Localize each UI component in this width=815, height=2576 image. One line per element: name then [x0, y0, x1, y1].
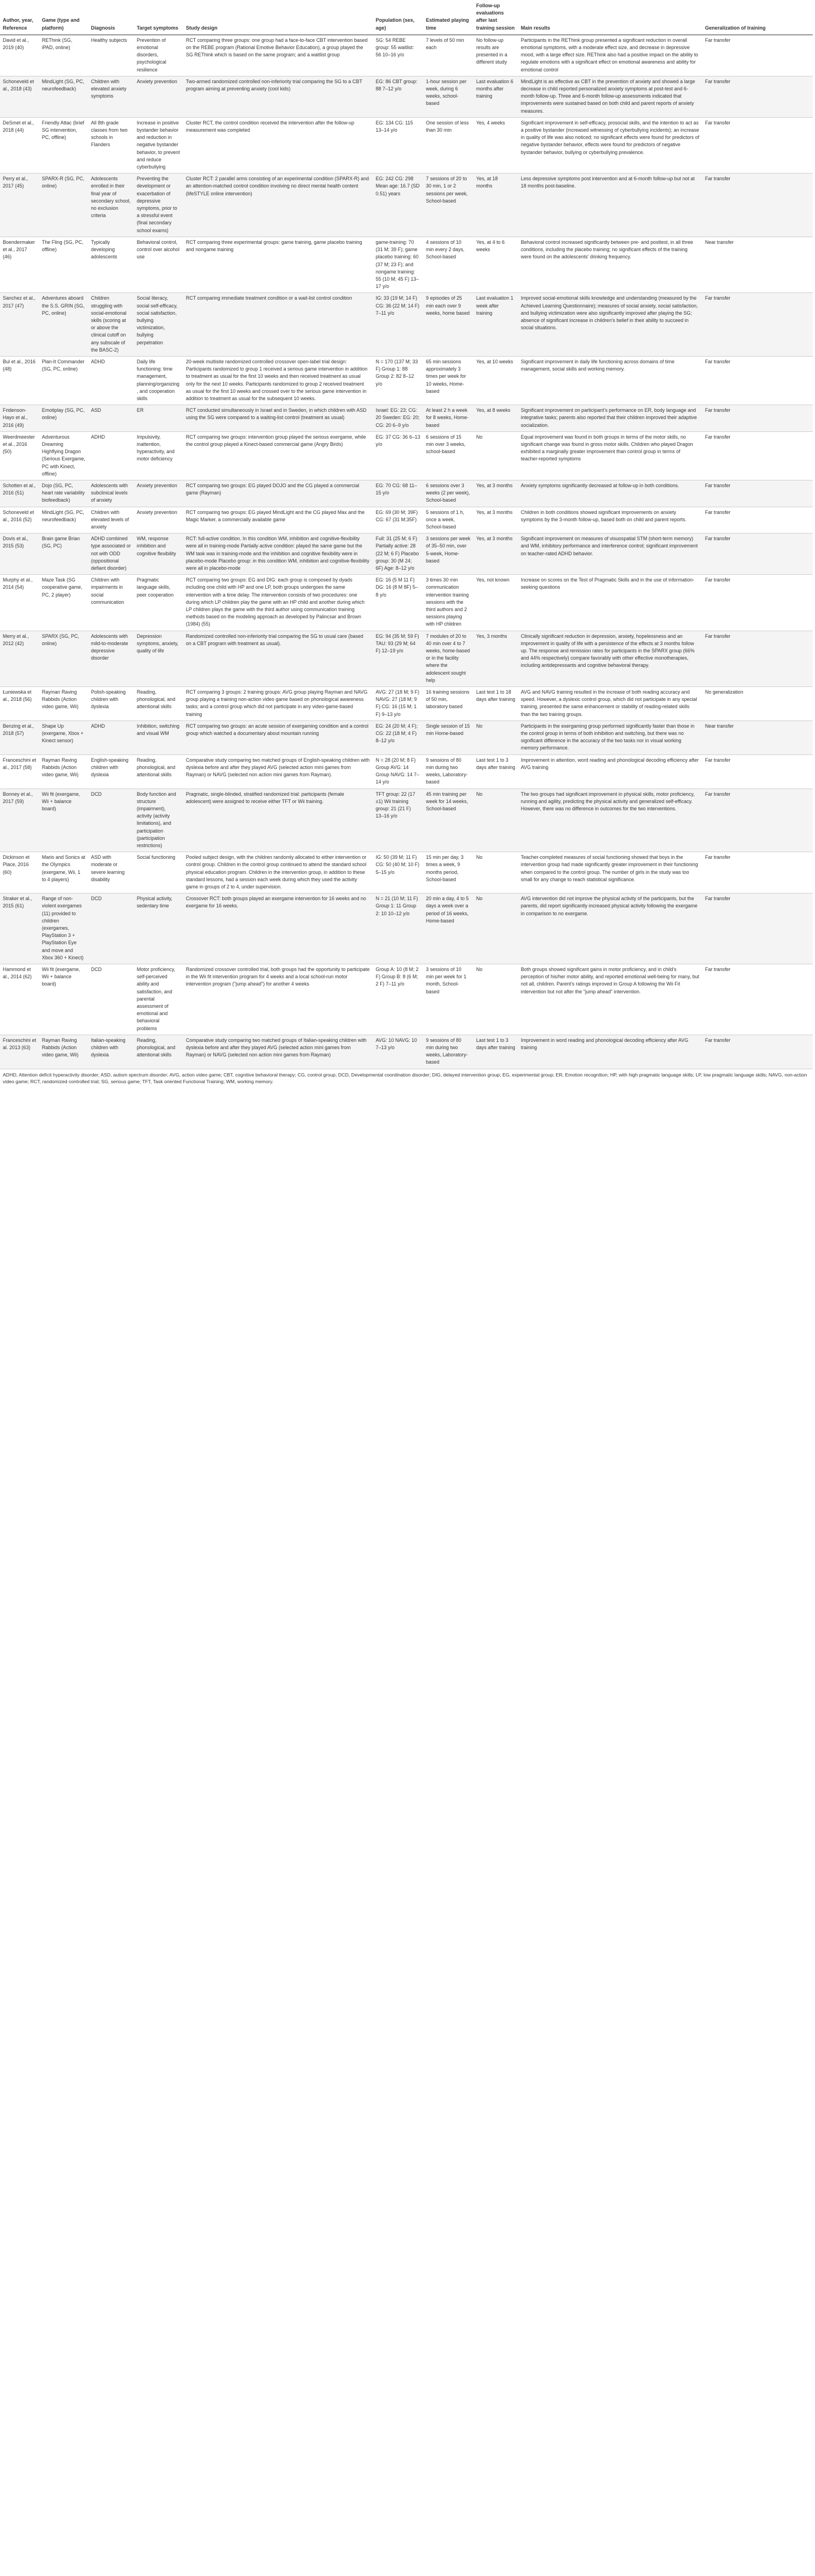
generalization-cell: Far transfer	[702, 1035, 813, 1069]
study-design-cell: 20-week multisite randomized controlled crossover open-label trial design: Participants randomized to group 1 received a serious game intervention in addition to treatment as usual for the first 10 weeks and then received treatment as usual only for the next 10 weeks. Participants randomized to group 2 received treatment as usual for the first 10 weeks and crossed over to the serious game intervention in addition to treatment as usual for the subsequent 10 weeks.	[183, 356, 373, 405]
main-results-cell: Behavioral control increased significantly between pre- and posttest, in all three conditions, including the placebo training; no significant effects of the training were found on the adolescents' drinking frequency.	[518, 237, 702, 292]
generalization-cell: Far transfer	[702, 76, 813, 117]
diagnosis-cell: Healthy subjects	[88, 35, 134, 76]
population-cell: EG: 24 (20 M; 4 F); CG: 22 (18 M; 4 F) 8–12 y/o	[373, 720, 423, 754]
followup-cell: No	[473, 893, 518, 964]
diagnosis-cell: Italian-speaking children with dyslexia	[88, 1035, 134, 1069]
author-cell: Boendermaker et al., 2017 (46)	[0, 237, 39, 292]
column-header: Study design	[183, 0, 373, 35]
diagnosis-cell: ADHD	[88, 720, 134, 754]
followup-cell: Yes, at 18 months	[473, 174, 518, 237]
population-cell: Full: 31 (25 M; 6 F) Partially active: 28 (22 M; 6 F) Placebo group: 30 (M 24; 6F) Age: 8–12 y/o	[373, 534, 423, 575]
table-row	[0, 754, 813, 789]
population-cell: AVG: 10 NAVG: 10 7–13 y/o	[373, 1035, 423, 1069]
population-cell: EG: 94 (35 M; 59 F) TAU: 93 (29 M; 64 F) 12–19 y/o	[373, 631, 423, 686]
main-results-cell: Anxiety symptoms significantly decreased at follow-up in both conditions.	[518, 480, 702, 507]
main-results-cell: Improvement in word reading and phonological decoding efficiency after AVG training	[518, 1035, 702, 1069]
followup-cell: No follow-up results are presented in a different study	[473, 35, 518, 76]
author-cell: Fridenson-Hayo et al., 2016 (49)	[0, 405, 39, 432]
game-cell: SPARX-R (SG, PC, online)	[39, 174, 88, 237]
table-row	[0, 720, 813, 754]
population-cell: N = 28 (20 M; 8 F) Group AVG: 14 Group NAVG: 14 7–14 y/o	[373, 754, 423, 789]
generalization-cell: Far transfer	[702, 405, 813, 432]
study-design-cell: RCT comparing two groups: EG and DIG: each group is composed by dyads including one child with HP and one LP, both groups undergoes the same intervention with a time delay. The intervention consists of two procedures: one during which LP children play the game with an HP child and another during which LP children plays the game with the third author using communication training methods based on the modeling approach as developed by Palincsar and Brown (1984) (55)	[183, 575, 373, 631]
population-cell: EG: 37 CG: 36 6–13 y/o	[373, 431, 423, 480]
table-row	[0, 431, 813, 480]
column-header: Target symptoms	[134, 0, 183, 35]
author-cell: Franceschini et al. 2013 (63)	[0, 1035, 39, 1069]
playing-time-cell: 20 min a day, 4 to 5 days a week over a period of 16 weeks, Home-based	[423, 893, 473, 964]
diagnosis-cell: Children struggling with social-emotional skills (scoring at or above the clinical cutoff on any subscale of the BASC-2)	[88, 293, 134, 357]
target-symptoms-cell: Reading, phonological, and attentional skills	[134, 754, 183, 789]
column-header: Estimated playing time	[423, 0, 473, 35]
diagnosis-cell: Typically developing adolescents	[88, 237, 134, 292]
game-cell: Rayman Raving Rabbids (Action video game, Wii)	[39, 754, 88, 789]
study-design-cell: Pragmatic, single-blinded, stratified randomized trial: participants (female adolescent) were assigned to receive either TFT or Wii training.	[183, 789, 373, 852]
population-cell: IG: 50 (39 M; 11 F) CG: 50 (40 M; 10 F) 5–15 y/o	[373, 852, 423, 893]
study-design-cell: RCT conducted simultaneously in Israel and in Sweden, in which children with ASD using the SG were compared to a waiting-list control (treatment as usual)	[183, 405, 373, 432]
table-row	[0, 507, 813, 534]
table-row	[0, 1035, 813, 1069]
population-cell: game-training: 70 (31 M; 39 F); game placebo training: 60 (37 M; 23 F); and nongame training: 55 (10 M; 45 F) 13–17 y/o	[373, 237, 423, 292]
generalization-cell: Far transfer	[702, 893, 813, 964]
population-cell: N = 21 (10 M; 11 F) Group 1: 11 Group 2: 10 10–12 y/o	[373, 893, 423, 964]
game-cell: The Fling (SG, PC, offline)	[39, 237, 88, 292]
main-results-cell: Participants in the exergaming group performed significantly faster than those in the control group in terms of both inhibition and switching, but there was no significant difference in the accuracy of the two tasks nor in visual working memory performance.	[518, 720, 702, 754]
playing-time-cell: 9 sessions of 80 min during two weeks, Laboratory-based	[423, 1035, 473, 1069]
followup-cell: Last test 1 to 3 days after training	[473, 1035, 518, 1069]
playing-time-cell: 65 min sessions approximately 3 times per week for 10 weeks, Home-based	[423, 356, 473, 405]
main-results-cell: Improved social-emotional skills knowledge and understanding (measured by the Achieved Learning Questionnaire); measures of social anxiety, social satisfaction, and bullying victimization were also significantly improved after playing the SG; absence of significant increase in children's belief in their ability to succeed in social situations.	[518, 293, 702, 357]
target-symptoms-cell: Pragmatic language skills, peer cooperation	[134, 575, 183, 631]
study-design-cell: Randomized controlled non-inferiority trial comparing the SG to usual care (based on a CBT program with treatment as usual).	[183, 631, 373, 686]
diagnosis-cell: ADHD combined type associated or not with ODD (oppositional defiant disorder)	[88, 534, 134, 575]
table-row	[0, 117, 813, 173]
population-cell: EG: 69 (30 M; 39F) CG: 67 (31 M;35F)	[373, 507, 423, 534]
study-design-cell: RCT comparing two groups: EG played MindLight and the CG played Max and the Magic Marker, a commercially available game	[183, 507, 373, 534]
main-results-cell: Less depressive symptoms post intervention and at 6-month follow-up but not at 18 months post-baseline.	[518, 174, 702, 237]
diagnosis-cell: Adolescents enrolled in their final year of secondary school, no exclusion criteria	[88, 174, 134, 237]
target-symptoms-cell: Body function and structure (impairment), activity (activity limitations), and participation (participation restrictions)	[134, 789, 183, 852]
followup-cell: Yes, at 8 weeks	[473, 405, 518, 432]
diagnosis-cell: Adolescents with subclinical levels of anxiety	[88, 480, 134, 507]
table-row	[0, 893, 813, 964]
generalization-cell: Far transfer	[702, 293, 813, 357]
main-results-cell: Significant improvement in daily life functioning across domains of time management, social skills and working memory.	[518, 356, 702, 405]
target-symptoms-cell: Anxiety prevention	[134, 507, 183, 534]
main-results-cell: Participants in the REThink group presented a significant reduction in overall emotional symptoms, with a moderate effect size, and decrease in depressive mood, with a large effect size. REThink also had a positive impact on the ability to regulate emotions with a significant effect on emotional awareness and ability for emotional control	[518, 35, 702, 76]
followup-cell: Yes, 4 weeks	[473, 117, 518, 173]
diagnosis-cell: Children with impairments in social communication	[88, 575, 134, 631]
main-results-cell: AVG intervention did not improve the physical activity of the participants, but the parents, did report significantly increased physical activity following the exergame in comparison to no exergame.	[518, 893, 702, 964]
column-header: Game (type and platform)	[39, 0, 88, 35]
followup-cell: Last test 1 to 3 days after training	[473, 754, 518, 789]
target-symptoms-cell: Reading, phonological, and attentional skills	[134, 1035, 183, 1069]
diagnosis-cell: English-speaking children with dyslexia	[88, 754, 134, 789]
diagnosis-cell: Children with elevated anxiety symptoms	[88, 76, 134, 117]
followup-cell: No	[473, 431, 518, 480]
main-results-cell: Improvement in attention, word reading and phonological decoding efficiency after AVG training	[518, 754, 702, 789]
generalization-cell: Far transfer	[702, 356, 813, 405]
game-cell: Range of non-violent exergames (11) provided to children (exergames, PlayStation 3 + PlayStation Eye and move and Xbox 360 + Kinect)	[39, 893, 88, 964]
game-cell: Shape Up (exergame, Xbox + Kinect sensor)	[39, 720, 88, 754]
followup-cell: Yes, not known	[473, 575, 518, 631]
generalization-cell: Near transfer	[702, 720, 813, 754]
column-header: Main results	[518, 0, 702, 35]
playing-time-cell: 4 sessions of 10 min every 2 days, School-based	[423, 237, 473, 292]
game-cell: Adventures aboard the S.S. GRIN (SG, PC, online)	[39, 293, 88, 357]
game-cell: Wii fit (exergame, Wii + balance board)	[39, 789, 88, 852]
diagnosis-cell: DCD	[88, 964, 134, 1035]
game-cell: REThink (SG, iPAD, online)	[39, 35, 88, 76]
diagnosis-cell: All 8th grade classes from two schools in Flanders	[88, 117, 134, 173]
game-cell: Emotiplay (SG, PC, online)	[39, 405, 88, 432]
main-results-cell: Significant improvement on measures of visuospatial STM (short-term memory) and WM, inhibitory performance and interference control; significant improvement on teacher-rated ADHD behavior.	[518, 534, 702, 575]
diagnosis-cell: Polish-speaking children with dyslexia	[88, 687, 134, 721]
table-row	[0, 293, 813, 357]
playing-time-cell: Single session of 15 min Home-based	[423, 720, 473, 754]
study-design-cell: RCT comparing two groups: an acute session of exergaming condition and a control group which watched a documentary about mountain running	[183, 720, 373, 754]
author-cell: Sanchez et al., 2017 (47)	[0, 293, 39, 357]
author-cell: Schoneveld et al., 2016 (52)	[0, 507, 39, 534]
target-symptoms-cell: Physical activity, sedentary time	[134, 893, 183, 964]
generalization-cell: Far transfer	[702, 964, 813, 1035]
diagnosis-cell: ADHD	[88, 356, 134, 405]
author-cell: Bonney et al., 2017 (59)	[0, 789, 39, 852]
author-cell: Schoneveld et al., 2018 (43)	[0, 76, 39, 117]
followup-cell: No	[473, 789, 518, 852]
study-design-cell: Cluster RCT, the control condition received the intervention after the follow-up measurement was completed	[183, 117, 373, 173]
diagnosis-cell: ADHD	[88, 431, 134, 480]
table-row	[0, 237, 813, 292]
diagnosis-cell: DCD	[88, 893, 134, 964]
table-body	[0, 35, 813, 1069]
game-cell: Mario and Sonics at the Olympics (exergame, Wii, 1 to 4 players)	[39, 852, 88, 893]
target-symptoms-cell: Preventing the development or exacerbation of depressive symptoms, prior to a stressful event (final secondary school exams)	[134, 174, 183, 237]
game-cell: Plan-It Commander (SG, PC, online)	[39, 356, 88, 405]
population-cell: EG: 70 CG: 68 11–15 y/o	[373, 480, 423, 507]
generalization-cell: Far transfer	[702, 507, 813, 534]
study-design-cell: RCT comparing three experimental groups: game training, game placebo training and nongame training	[183, 237, 373, 292]
followup-cell: Last evaluation 6 months after training	[473, 76, 518, 117]
author-cell: Benzing et al., 2018 (57)	[0, 720, 39, 754]
followup-cell: Last test 1 to 18 days after training	[473, 687, 518, 721]
column-header: Author, year, Reference	[0, 0, 39, 35]
study-design-cell: Comparative study comparing two matched groups of English-speaking children with dyslexia before and after they played AVG (selected action mini games from Rayman) or NAVG (selected non action mini games from Rayman).	[183, 754, 373, 789]
target-symptoms-cell: ER	[134, 405, 183, 432]
generalization-cell: Far transfer	[702, 631, 813, 686]
main-results-cell: Equal improvement was found in both groups in terms of the motor skills, no significant change was found in gross motor skills. Children who played Dragon exhibited a marginally greater improvement than control group in terms of teacher-reported symptoms	[518, 431, 702, 480]
playing-time-cell: 5 sessions of 1 h, once a week, School-based	[423, 507, 473, 534]
population-cell: IG: 33 (19 M; 14 F) CG: 36 (22 M; 14 F) 7–11 y/o	[373, 293, 423, 357]
followup-cell: Yes, at 3 months	[473, 480, 518, 507]
main-results-cell: The two groups had significant improvement in physical skills, motor proficiency, running and agility, predicting the physical activity and generalized self-efficacy. However, there was no difference in outcomes for the two interventions.	[518, 789, 702, 852]
population-cell: EG: 242 CG: 298 Mean age: 16.7 (SD 0.51) years	[373, 174, 423, 237]
population-cell: N = 170 (137 M; 33 F) Group 1: 88 Group 2: 82 8–12 y/o	[373, 356, 423, 405]
generalization-cell: Far transfer	[702, 174, 813, 237]
author-cell: Schotten et al., 2016 (51)	[0, 480, 39, 507]
population-cell: Israel: EG: 23; CG: 20 Sweden: EG: 20; CG: 20 6–9 y/o	[373, 405, 423, 432]
study-design-cell: RCT comparing two groups: intervention group played the serious exergame, while the control group played a Kinect-based commercial game (Angry Birds)	[183, 431, 373, 480]
target-symptoms-cell: Anxiety prevention	[134, 76, 183, 117]
playing-time-cell: 16 training sessions of 50 min, laboratory based	[423, 687, 473, 721]
study-design-cell: Randomized crossover controlled trial, both groups had the opportunity to participate in the Wii fit intervention program for 4 weeks and a local school-run motor intervention program ("jump ahead") for another 4 weeks	[183, 964, 373, 1035]
population-cell: TFT group: 22 (17 ±1) Wii training group: 21 (21 F) 13–16 y/o	[373, 789, 423, 852]
author-cell: Weerdmeester et al., 2016 (50)	[0, 431, 39, 480]
game-cell: Friendly Attac (brief SG intervention, PC, offline)	[39, 117, 88, 173]
generalization-cell: Far transfer	[702, 431, 813, 480]
target-symptoms-cell: Depression symptoms, anxiety, quality of life	[134, 631, 183, 686]
playing-time-cell: 15 min per day, 3 times a week, 9 months period, School-based	[423, 852, 473, 893]
target-symptoms-cell: Daily life functioning: time management, planning/organizing, and cooperation skills	[134, 356, 183, 405]
study-design-cell: RCT comparing immediate treatment condition or a wait-list control condition	[183, 293, 373, 357]
target-symptoms-cell: Prevention of emotional disorders, psychological resilience	[134, 35, 183, 76]
followup-cell: Yes, at 4 to 6 weeks	[473, 237, 518, 292]
table-row	[0, 480, 813, 507]
column-header: Diagnosis	[88, 0, 134, 35]
playing-time-cell: 7 sessions of 20 to 30 min, 1 or 2 sessions per week, School-based	[423, 174, 473, 237]
playing-time-cell: 3 times 30 min communication intervention training sessions with the third authors and 2 sessions playing with HP children	[423, 575, 473, 631]
table-row	[0, 76, 813, 117]
target-symptoms-cell: Reading, phonological, and attentional skills	[134, 687, 183, 721]
playing-time-cell: 9 sessions of 80 min during two weeks, Laboratory-based	[423, 754, 473, 789]
main-results-cell: MindLight is as effective as CBT in the prevention of anxiety and showed a large decrease in child reported personalized anxiety symptoms at post-test and 6-month follow-up. Three and 6-month follow-up assessments indicated that improvements were sustained based on both child and parent reports of anxiety measures.	[518, 76, 702, 117]
game-cell: Wii fit (exergame, Wii + balance board)	[39, 964, 88, 1035]
game-cell: MindLight (SG, PC, neurofeedback)	[39, 76, 88, 117]
main-results-cell: AVG and NAVG training resulted in the increase of both reading accuracy and speed. However, a dyslexic control group, which did not participate in any special training, presented the same enhancement or stability of reading-related skills than the two training groups.	[518, 687, 702, 721]
author-cell: Merry et al., 2012 (42)	[0, 631, 39, 686]
column-header: Population (sex, age)	[373, 0, 423, 35]
game-cell: MindLight (SG, PC, neurofeedback)	[39, 507, 88, 534]
table-row	[0, 534, 813, 575]
playing-time-cell: 45 min training per week for 14 weeks, School-based	[423, 789, 473, 852]
table-row	[0, 174, 813, 237]
target-symptoms-cell: Social literacy, social self-efficacy, social satisfaction, bullying victimization, bullying perpetration	[134, 293, 183, 357]
author-cell: Hammond et al., 2014 (62)	[0, 964, 39, 1035]
diagnosis-cell: Adolescents with mild-to-moderate depressive disorder	[88, 631, 134, 686]
study-design-cell: Cluster RCT: 2 parallel arms consisting of an experimental condition (SPARX-R) and an attention-matched control condition involving no direct mental health content (lifeSTYLE online intervention)	[183, 174, 373, 237]
playing-time-cell: 3 sessions per week of 35–50 min, over 5-week, Home-based	[423, 534, 473, 575]
table-row	[0, 405, 813, 432]
table-footnote: ADHD, Attention deficit hyperactivity disorder; ASD, autism spectrum disorder; AVG, action video game; CBT, cognitive behavioral therapy; CG, control group; DCD, Developmental coordination disorder; DIG, delayed intervention group; EG, experimental group; ER, Emotion recognition; HP, with high pragmatic language skills; LP, low pragmatic language skills; NAVG, non-action video game; RCT, randomized controlled trial; SG, serious game; TFT, Task oriented Functional Training; WM, working memory.	[3, 1071, 807, 1085]
author-cell: Perry et al., 2017 (45)	[0, 174, 39, 237]
playing-time-cell: 3 sessions of 10 min per week for 1 month, School-based	[423, 964, 473, 1035]
target-symptoms-cell: Impulsivity, inattention, hyperactivity, and motor deficiency	[134, 431, 183, 480]
followup-cell: No	[473, 852, 518, 893]
target-symptoms-cell: Behavioral control, control over alcohol use	[134, 237, 183, 292]
game-cell: Rayman Raving Rabbids (Action video game, Wii)	[39, 1035, 88, 1069]
author-cell: DeSmet et al., 2018 (44)	[0, 117, 39, 173]
table-row	[0, 575, 813, 631]
target-symptoms-cell: Inhibition, switching and visual WM	[134, 720, 183, 754]
game-cell: Dojo (SG, PC, heart rate variability biofeedback)	[39, 480, 88, 507]
generalization-cell: Far transfer	[702, 35, 813, 76]
main-results-cell: Significant improvement in self-efficacy, prosocial skills, and the intention to act as a positive bystander (increased witnessing of cyberbullying incidents); an increase in quality of life was also noticed; no significant effects were found for predictors of negative bystander behavior, effects were found for predictors of negative bystander behavior, bullying or cyberbullying prevalence.	[518, 117, 702, 173]
followup-cell: No	[473, 964, 518, 1035]
main-results-cell: Significant improvement on participant's performance on ER, body language and integrative tasks; parents also reported that their children improved their adaptive socialization.	[518, 405, 702, 432]
diagnosis-cell: ASD with moderate or severe learning disability	[88, 852, 134, 893]
table-header-row	[0, 0, 813, 35]
playing-time-cell: 7 levels of 50 min each	[423, 35, 473, 76]
followup-cell: Yes, at 3 months	[473, 534, 518, 575]
population-cell: Group A: 10 (8 M; 2 F) Group B: 8 (6 M; 2 F) 7–11 y/o	[373, 964, 423, 1035]
game-cell: Brain game Brian (SG, PC)	[39, 534, 88, 575]
study-design-cell: Pooled subject design, with the children randomly allocated to either intervention or control group. Children in the control group continued to attend the standard school physical education program. Children in the intervention group, in addition to these standard lessons, had a session each week during which they used the activity game in groups of 2 to 4, under supervision.	[183, 852, 373, 893]
target-symptoms-cell: Anxiety prevention	[134, 480, 183, 507]
target-symptoms-cell: Increase in positive bystander behavior and reduction in negative bystander behavior, to prevent and reduce cyberbullying	[134, 117, 183, 173]
followup-cell: No	[473, 720, 518, 754]
generalization-cell: Far transfer	[702, 480, 813, 507]
main-results-cell: Both groups showed significant gains in motor proficiency, and in child's perception of his/her motor ability, and reported emotional well-being for many, but not all, children. Parent's ratings improved in Group A following the Wii Fit intervention but not after the "jump ahead" intervention.	[518, 964, 702, 1035]
author-cell: Dovis et al., 2015 (53)	[0, 534, 39, 575]
studies-table	[0, 0, 813, 1069]
playing-time-cell: 1-hour session per week, during 6 weeks, school-based	[423, 76, 473, 117]
author-cell: Dickinson et Place, 2016 (60)	[0, 852, 39, 893]
study-design-cell: Two-armed randomized controlled non-inferiority trial comparing the SG to a CBT program aiming at preventing anxiety (cool kids)	[183, 76, 373, 117]
main-results-cell: Increase on scores on the Test of Pragmatic Skills and in the use of information-seeking questions	[518, 575, 702, 631]
generalization-cell: Near transfer	[702, 237, 813, 292]
author-cell: Straker et al., 2015 (61)	[0, 893, 39, 964]
generalization-cell: No generalization	[702, 687, 813, 721]
author-cell: Murphy et al., 2014 (54)	[0, 575, 39, 631]
generalization-cell: Far transfer	[702, 575, 813, 631]
table-row	[0, 631, 813, 686]
followup-cell: Yes, at 3 months	[473, 507, 518, 534]
game-cell: Adventurous Dreaming Highflying Dragon (Serious Exergame, PC with Kinect, offline)	[39, 431, 88, 480]
game-cell: SPARX (SG, PC, online)	[39, 631, 88, 686]
population-cell: EG: 16 (5 M 11 F) DG: 16 (8 M 8F) 5–8 y/o	[373, 575, 423, 631]
study-design-cell: RCT comparing two groups: EG played DOJO and the CG played a commercial game (Rayman)	[183, 480, 373, 507]
author-cell: Łuniewska et al., 2018 (56)	[0, 687, 39, 721]
table-row	[0, 356, 813, 405]
table-row	[0, 789, 813, 852]
study-design-cell: RCT comparing 3 groups: 2 training groups: AVG group playing Rayman and NAVG group playing a training non-action video game based on phonological awareness tasks; and a control group which did not participate in any video-game-based training	[183, 687, 373, 721]
target-symptoms-cell: WM, response inhibition and cognitive flexibility	[134, 534, 183, 575]
game-cell: Maze Task (SG cooperative game, PC, 2 player)	[39, 575, 88, 631]
author-cell: Bul et al., 2016 (48)	[0, 356, 39, 405]
generalization-cell: Far transfer	[702, 789, 813, 852]
population-cell: EG: 134 CG: 115 13–14 y/o	[373, 117, 423, 173]
table-row	[0, 852, 813, 893]
table-row	[0, 964, 813, 1035]
playing-time-cell: 7 modules of 20 to 40 min over 4 to 7 weeks, home-based or in the facility where the adolescent sought help	[423, 631, 473, 686]
study-design-cell: RCT comparing three groups: one group had a face-to-face CBT intervention based on the REBE program (Rational Emotive Behavior Education), a group played the SG REThink which is based on the same program; and a waitlist group	[183, 35, 373, 76]
followup-cell: Yes, at 10 weeks	[473, 356, 518, 405]
followup-cell: Last evaluation 1 week after training	[473, 293, 518, 357]
population-cell: AVG: 27 (18 M; 9 F) NAVG: 27 (18 M; 9 F) CG: 16 (15 M; 1 F) 9–13 y/o	[373, 687, 423, 721]
study-design-cell: Comparative study comparing two matched groups of Italian-speaking children with dyslexia before and after they played AVG (selected action mini games from Rayman) or NAVG (selected non action mini games from Rayman)	[183, 1035, 373, 1069]
playing-time-cell: One session of less than 30 min	[423, 117, 473, 173]
diagnosis-cell: Children with elevated levels of anxiety	[88, 507, 134, 534]
column-header: Generalization of training	[702, 0, 813, 35]
target-symptoms-cell: Social functioning	[134, 852, 183, 893]
study-design-cell: Crossover RCT: both groups played an exergame intervention for 16 weeks and no exergame for 16 weeks.	[183, 893, 373, 964]
playing-time-cell: 6 sessions over 3 weeks (2 per week), School-based	[423, 480, 473, 507]
followup-cell: Yes, 3 months	[473, 631, 518, 686]
generalization-cell: Far transfer	[702, 754, 813, 789]
author-cell: David et al., 2019 (40)	[0, 35, 39, 76]
author-cell: Franceschini et al., 2017 (58)	[0, 754, 39, 789]
study-design-cell: RCT: full-active condition. In this condition WM, inhibition and cognitive-flexibility were all in training-mode Partially active condition: played the same game but the WM task was in training-mode and the inhibition and cognitive flexibility were in placebo-mode Placebo group: in this condition WM, inhibition and cognitive-flexibility were all in placebo-mode	[183, 534, 373, 575]
table-row	[0, 35, 813, 76]
generalization-cell: Far transfer	[702, 117, 813, 173]
main-results-cell: Teacher-completed measures of social functioning showed that boys in the intervention group had made significantly greater improvement in their functioning when compared to the control group. The number of girls in the study was too small for any change to reach statistical significance.	[518, 852, 702, 893]
playing-time-cell: 6 sessions of 15 min over 3 weeks, school-based	[423, 431, 473, 480]
column-header: Follow-up evaluations after last training session	[473, 0, 518, 35]
table-row	[0, 687, 813, 721]
main-results-cell: Children in both conditions showed significant improvements on anxiety symptoms by the 3-month follow-up, based both on child and parent reports.	[518, 507, 702, 534]
generalization-cell: Far transfer	[702, 534, 813, 575]
playing-time-cell: 9 episodes of 25 min each over 9 weeks, home based	[423, 293, 473, 357]
population-cell: SG: 54 REBE group: 55 waitlist: 56 10–16 y/o	[373, 35, 423, 76]
main-results-cell: Clinically significant reduction in depression, anxiety, hopelessness and an improvement in quality of life with a persistence of the effects at 3 months follow up. The response and remission rates for participants in the SPARX group (66% and 44% respectively) compare favorably with other effective monotherapies, including antidepressants and cognitive behavioral therapy.	[518, 631, 702, 686]
diagnosis-cell: DCD	[88, 789, 134, 852]
diagnosis-cell: ASD	[88, 405, 134, 432]
population-cell: EG: 86 CBT group: 88 7–12 y/o	[373, 76, 423, 117]
playing-time-cell: At least 2 h a week for 8 weeks, Home-based	[423, 405, 473, 432]
game-cell: Rayman Raving Rabbids (Action video game, Wii)	[39, 687, 88, 721]
generalization-cell: Far transfer	[702, 852, 813, 893]
target-symptoms-cell: Motor proficiency, self-perceived ability and satisfaction, and parental assessment of emotional and behavioral problems	[134, 964, 183, 1035]
